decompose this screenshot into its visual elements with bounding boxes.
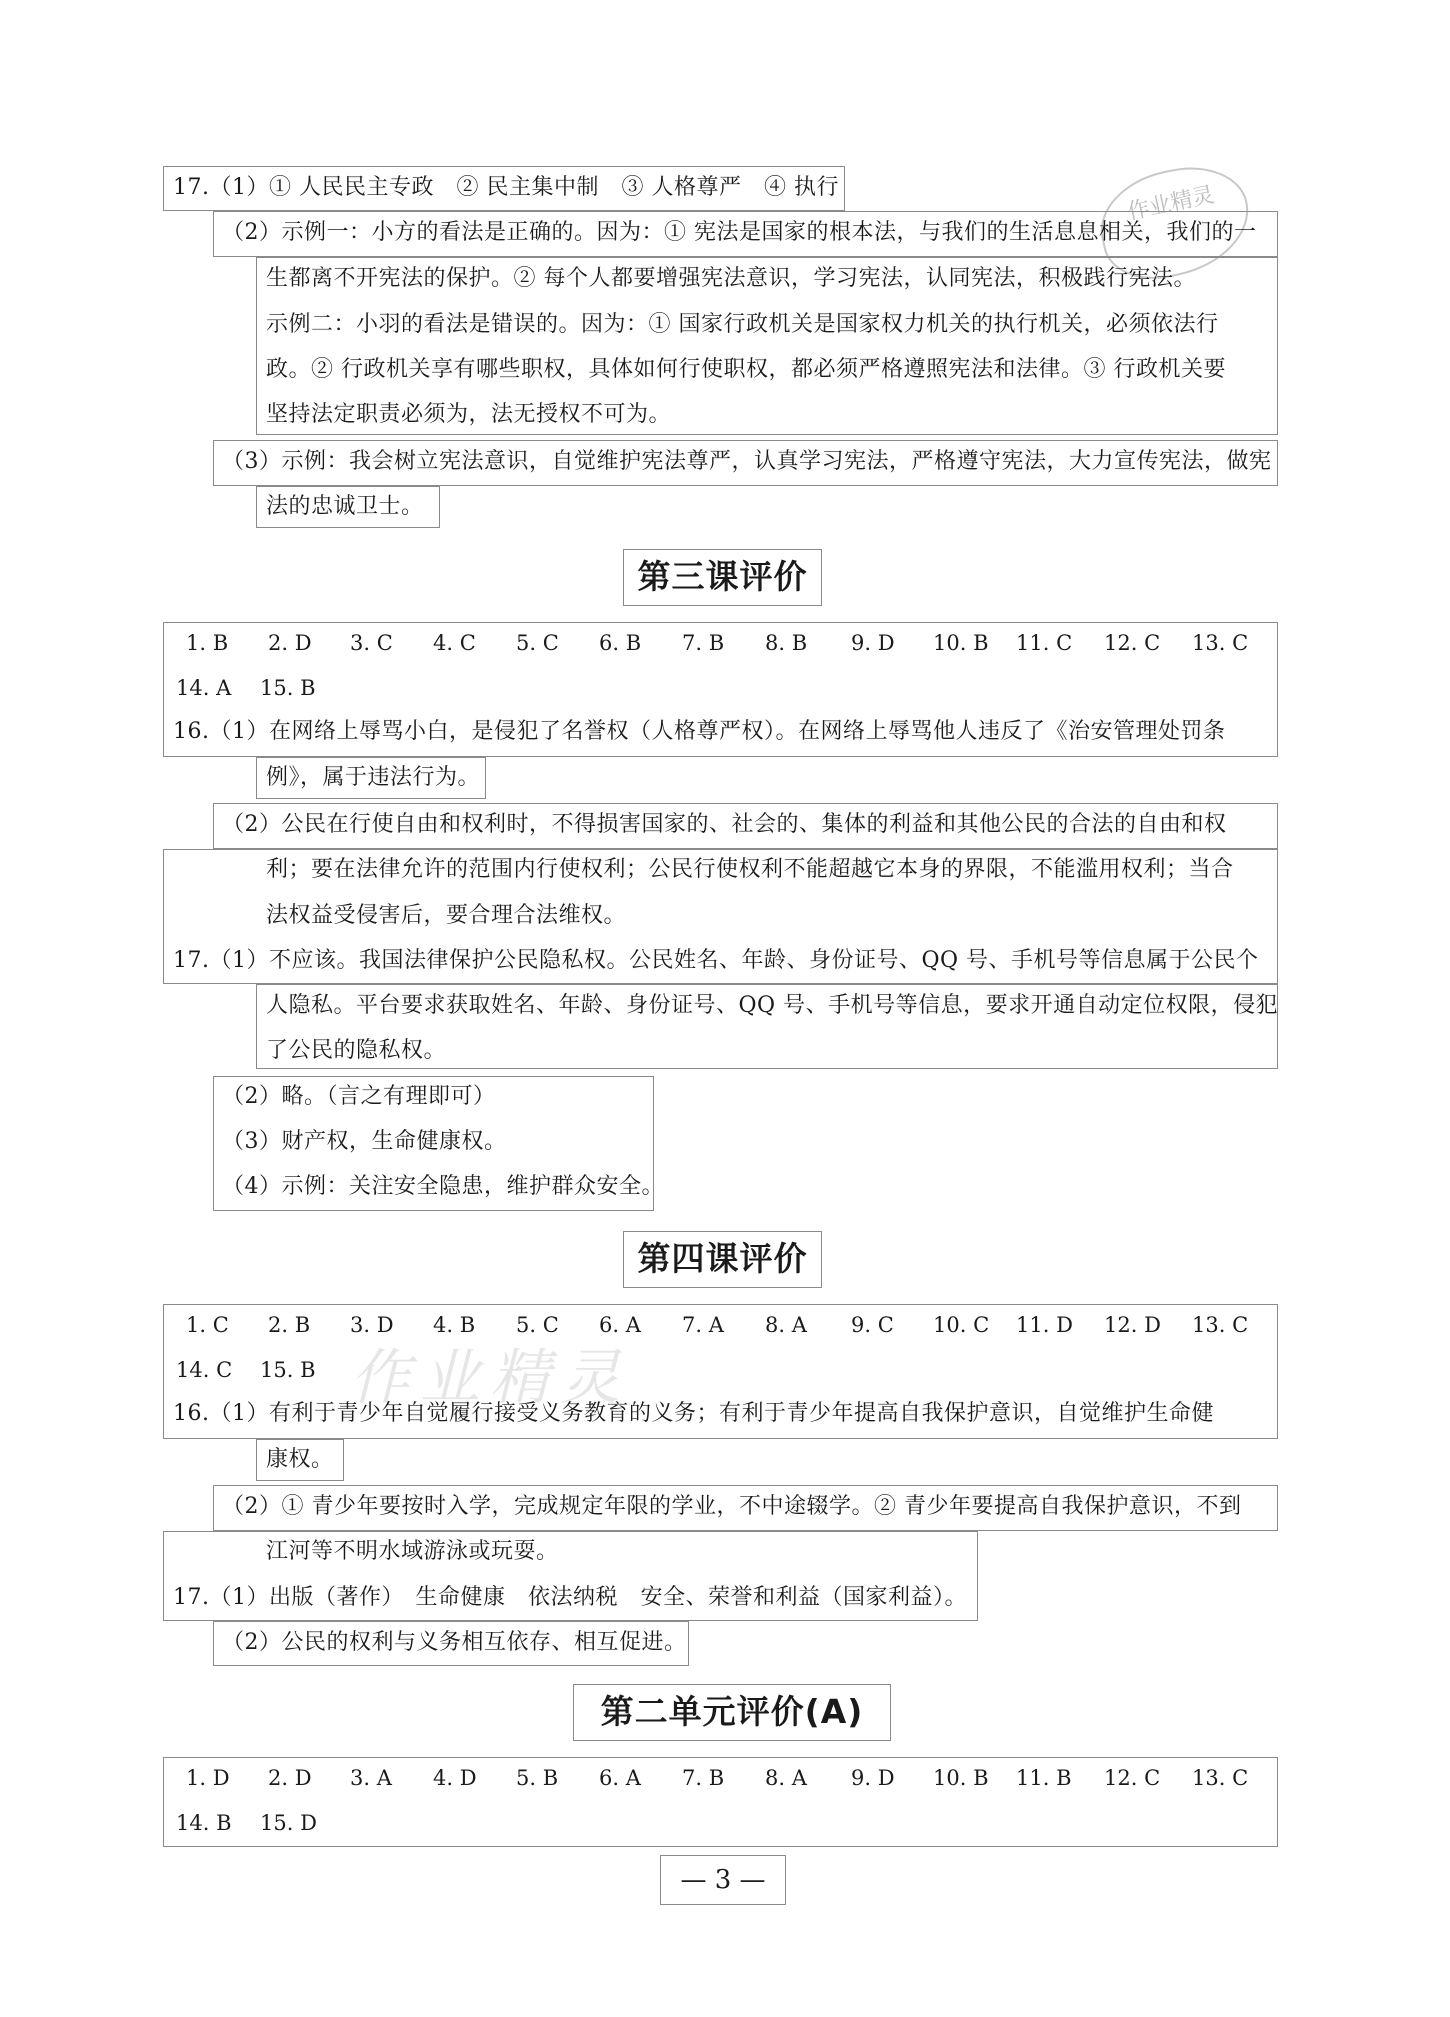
answer: 15. B [260, 1358, 316, 1382]
answer: 4. D [433, 1766, 477, 1790]
answer: 7. B [682, 1766, 725, 1790]
q17-3-line1: （3）示例：我会树立宪法意识，自觉维护宪法尊严，认真学习宪法，严格遵守宪法，大力宣传宪法，做宪 [222, 449, 1272, 474]
l3-q16-2-line1: （2）公民在行使自由和权利时，不得损害国家的、社会的、集体的利益和其他公民的合法的自由和权 [222, 812, 1227, 837]
l3-q17-2: （2）略。（言之有理即可） [222, 1084, 496, 1109]
answer: 1. D [186, 1766, 230, 1790]
l3-q16-2-line2: 利；要在法律允许的范围内行使权利；公民行使权利不能超越它本身的界限，不能滥用权利；当合 [266, 857, 1234, 882]
answer: 2. B [268, 1313, 311, 1337]
q17-2-line2: 生都离不开宪法的保护。② 每个人都要增强宪法意识，学习宪法，认同宪法，积极践行宪法。 [266, 266, 1196, 291]
answer: 10. B [933, 1766, 989, 1790]
answer: 3. A [350, 1766, 392, 1790]
lesson4-title: 第四课评价 [623, 1231, 822, 1288]
l3-q17-3: （3）财产权，生命健康权。 [222, 1129, 507, 1154]
answer: 13. C [1192, 1313, 1249, 1337]
answer: 8. A [765, 1313, 807, 1337]
watermark-text: 作业精灵 [350, 1343, 630, 1413]
l4-q16-1-line1: 16.（1）有利于青少年自觉履行接受义务教育的义务；有利于青少年提高自我保护意识，自觉维护生命健 [173, 1401, 1214, 1426]
answer: 3. D [350, 1313, 394, 1337]
answer: 1. B [186, 631, 229, 655]
q17-2-line1: （2）示例一：小方的看法是正确的。因为：① 宪法是国家的根本法，与我们的生活息息相关，我们的一 [222, 220, 1257, 245]
l3-q17-1-line1: 17.（1）不应该。我国法律保护公民隐私权。公民姓名、年龄、身份证号、QQ 号、手机号等信息属于公民个 [173, 948, 1259, 973]
l3-q16-1-line1: 16.（1）在网络上辱骂小白，是侵犯了名誉权（人格尊严权）。在网络上辱骂他人违反了《治安管理处罚条 [173, 719, 1226, 744]
q17-2-line3: 示例二：小羽的看法是错误的。因为：① 国家行政机关是国家权力机关的执行机关，必须依法行 [266, 312, 1219, 337]
l4-q16-1-line2: 康权。 [266, 1447, 334, 1472]
q17-2-line5: 坚持法定职责必须为，法无授权不可为。 [266, 402, 672, 427]
l4-q17-2: （2）公民的权利与义务相互依存、相互促进。 [222, 1630, 687, 1655]
l3-q16-1-line2: 例》，属于违法行为。 [266, 765, 481, 790]
answer: 8. B [765, 631, 808, 655]
answer: 14. C [176, 1358, 233, 1382]
answer: 4. B [433, 1313, 476, 1337]
answer: 1. C [186, 1313, 229, 1337]
unit2a-title: 第二单元评价(A) [573, 1684, 891, 1741]
answer: 11. D [1016, 1313, 1073, 1337]
answer: 7. A [682, 1313, 724, 1337]
answer: 15. B [260, 676, 316, 700]
answer: 14. B [176, 1811, 232, 1835]
answer: 12. C [1104, 631, 1161, 655]
answer: 2. D [268, 1766, 312, 1790]
watermark-stamp: 作业精灵 [1091, 156, 1260, 290]
answer: 11. B [1016, 1766, 1072, 1790]
answer: 5. C [516, 1313, 559, 1337]
answer: 11. C [1016, 631, 1073, 655]
answer: 13. C [1192, 1766, 1249, 1790]
lesson3-title: 第三课评价 [623, 549, 822, 606]
q17-2-line4: 政。② 行政机关享有哪些职权，具体如何行使职权，都必须严格遵照宪法和法律。③ 行政机关要 [266, 357, 1226, 382]
answer: 5. B [516, 1766, 559, 1790]
q17-3-line2: 法的忠诚卫士。 [266, 494, 424, 519]
answer: 10. B [933, 631, 989, 655]
answer: 6. B [599, 631, 642, 655]
l3-q16-2-line3: 法权益受侵害后，要合理合法维权。 [266, 903, 627, 928]
l4-q17-1: 17.（1）出版（著作） 生命健康 依法纳税 安全、荣誉和利益（国家利益）。 [173, 1585, 967, 1610]
answer: 5. C [516, 631, 559, 655]
answer: 3. C [350, 631, 393, 655]
answer: 7. B [682, 631, 725, 655]
q17-1-text: 17.（1）① 人民民主专政 ② 民主集中制 ③ 人格尊严 ④ 执行 [173, 175, 839, 200]
answer: 9. D [851, 1766, 895, 1790]
l3-q17-1-line3: 了公民的隐私权。 [266, 1038, 447, 1063]
answer: 13. C [1192, 631, 1249, 655]
answer: 6. A [599, 1313, 641, 1337]
answer: 9. D [851, 631, 895, 655]
answer: 12. C [1104, 1766, 1161, 1790]
l3-q17-1-line2: 人隐私。平台要求获取姓名、年龄、身份证号、QQ 号、手机号等信息，要求开通自动定位权限，侵犯 [266, 993, 1279, 1018]
answer: 8. A [765, 1766, 807, 1790]
l4-q16-2-line2: 江河等不明水域游泳或玩耍。 [266, 1539, 559, 1564]
answer: 4. C [433, 631, 476, 655]
answer: 10. C [933, 1313, 990, 1337]
page-number: — 3 — [660, 1855, 786, 1905]
answer: 12. D [1104, 1313, 1161, 1337]
answer: 6. A [599, 1766, 641, 1790]
l4-q16-2-line1: （2）① 青少年要按时入学，完成规定年限的学业，不中途辍学。② 青少年要提高自我保护意识，不到 [222, 1494, 1242, 1519]
l3-q17-4: （4）示例：关注安全隐患，维护群众安全。 [222, 1174, 664, 1199]
answer: 15. D [260, 1811, 317, 1835]
answer: 9. C [851, 1313, 894, 1337]
answer: 2. D [268, 631, 312, 655]
answer: 14. A [176, 676, 232, 700]
